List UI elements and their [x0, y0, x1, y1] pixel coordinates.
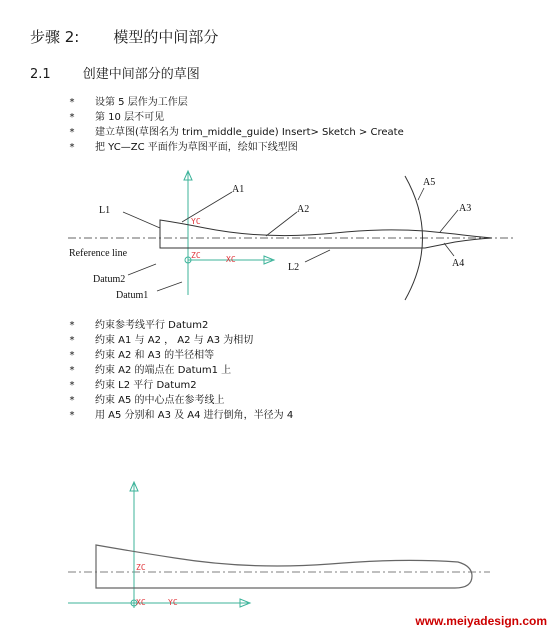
a3-leader [440, 210, 458, 232]
list-item [67, 318, 293, 333]
bullet-mark: * [69, 350, 75, 361]
zc-axis-label: ZC [191, 251, 201, 260]
profile-outline [160, 220, 492, 248]
constraint-steps-list [67, 318, 293, 423]
list-item-text: 约束 A1 与 A2 ， A2 与 A3 为相切 [95, 335, 254, 346]
l1-label: L1 [99, 205, 111, 216]
a3-label: A3 [459, 203, 472, 214]
sketch-diagram-annotated [0, 0, 559, 310]
section-title: 创建中间部分的草图 [82, 67, 200, 82]
list-item-text: 建立草图(草图名为 trim_middle_guide) Insert> Sketch > Create [95, 127, 404, 138]
l2-label: L2 [288, 262, 300, 273]
origin-icon [131, 600, 137, 606]
section-number: 2.1 [30, 67, 51, 82]
yc-axis-label: YC [191, 217, 201, 226]
bullet-mark: * [69, 127, 75, 138]
bullet-mark: * [69, 410, 75, 421]
a2-leader [266, 212, 297, 236]
a5-label: A5 [423, 177, 436, 188]
bullet-mark: * [69, 320, 75, 331]
bullet-mark: * [69, 112, 75, 123]
bullet-mark: * [69, 335, 75, 346]
l2-leader [305, 250, 330, 262]
a4-leader [444, 243, 454, 256]
list-item-text: 约束 A2 的端点在 Datum1 上 [95, 365, 232, 376]
step-title: 模型的中间部分 [113, 28, 219, 46]
list-item-text: 把 YC—ZC 平面作为草图平面，绘如下线型图 [95, 142, 298, 153]
step-label: 步骤 2: [30, 28, 80, 46]
xc-axis-label: XC [226, 255, 236, 264]
list-item [67, 363, 293, 378]
list-item-text: 约束参考线平行 Datum2 [95, 320, 209, 331]
list-item [67, 348, 293, 363]
profile-outline [96, 545, 472, 588]
zc-axis-label: ZC [136, 563, 146, 572]
bullet-mark: * [69, 142, 75, 153]
datum2-leader [128, 264, 156, 275]
list-item [67, 333, 293, 348]
list-item-text: 约束 A2 和 A3 的半径相等 [95, 350, 215, 361]
l1-leader [123, 212, 160, 228]
reference-line-label: Reference line [69, 248, 128, 259]
list-item-text: 约束 A5 的中心点在参考线上 [95, 395, 225, 406]
list-item-text: 第 10 层不可见 [95, 112, 165, 123]
bullet-mark: * [69, 97, 75, 108]
xc-axis-label: XC [136, 598, 146, 607]
bullet-mark: * [69, 365, 75, 376]
list-item [67, 393, 293, 408]
zc-axis-arrow-icon [130, 482, 138, 491]
bullet-mark: * [69, 395, 75, 406]
list-item-text: 设第 5 层作为工作层 [95, 97, 188, 108]
datum1-leader [157, 282, 182, 291]
datum1-label: Datum1 [116, 290, 149, 301]
a4-label: A4 [452, 258, 465, 269]
list-item-text: 约束 L2 平行 Datum2 [95, 380, 197, 391]
xc-axis-arrow-icon [240, 599, 250, 607]
a2-label: A2 [297, 204, 310, 215]
yc-axis-label: YC [168, 598, 178, 607]
a5-leader [418, 188, 424, 200]
a1-leader [182, 192, 232, 222]
bullet-mark: * [69, 380, 75, 391]
list-item [67, 408, 293, 423]
a1-label: A1 [232, 184, 245, 195]
list-item-text: 用 A5 分别和 A3 及 A4 进行倒角，半径为 4 [95, 410, 294, 421]
datum2-label: Datum2 [93, 274, 126, 285]
list-item [67, 378, 293, 393]
site-watermark: www.meiyadesign.com [415, 614, 547, 628]
